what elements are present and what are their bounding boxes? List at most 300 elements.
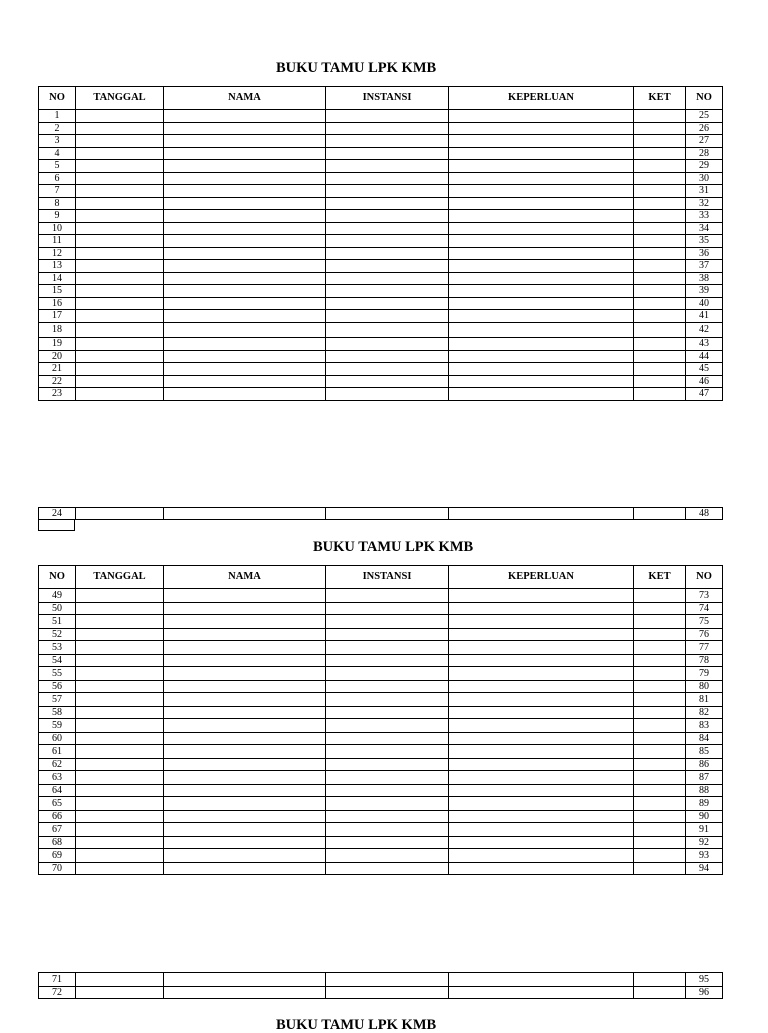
entry-cell[interactable]: [326, 771, 449, 785]
entry-cell[interactable]: [634, 615, 686, 629]
entry-cell[interactable]: [76, 973, 164, 987]
entry-cell[interactable]: [634, 745, 686, 759]
entry-cell[interactable]: [449, 615, 634, 629]
entry-cell[interactable]: [449, 110, 634, 123]
entry-cell[interactable]: [164, 285, 326, 298]
entry-cell[interactable]: [634, 837, 686, 849]
entry-cell[interactable]: [634, 363, 686, 376]
entry-cell[interactable]: [76, 849, 164, 863]
entry-cell[interactable]: [326, 198, 449, 210]
row-number-cell: 46: [686, 376, 723, 388]
entry-cell[interactable]: [76, 298, 164, 310]
entry-cell[interactable]: [164, 641, 326, 655]
row-number-cell: 16: [39, 298, 76, 310]
entry-cell[interactable]: [326, 223, 449, 235]
entry-cell[interactable]: [76, 235, 164, 248]
entry-cell[interactable]: [449, 987, 634, 999]
table-row: [39, 681, 723, 693]
entry-cell[interactable]: [449, 681, 634, 693]
entry-cell[interactable]: [164, 298, 326, 310]
entry-cell[interactable]: [76, 707, 164, 719]
entry-cell[interactable]: [326, 785, 449, 797]
entry-cell[interactable]: [76, 667, 164, 681]
entry-cell[interactable]: [634, 655, 686, 667]
entry-cell[interactable]: [634, 667, 686, 681]
row-number-cell: 12: [39, 248, 76, 260]
entry-cell[interactable]: [634, 863, 686, 875]
row-number-cell: 25: [686, 110, 723, 123]
entry-cell[interactable]: [449, 823, 634, 837]
entry-cell[interactable]: [326, 797, 449, 811]
entry-cell[interactable]: [164, 693, 326, 707]
row-number-cell: 68: [39, 837, 76, 849]
entry-cell[interactable]: [326, 323, 449, 338]
table-row: [39, 388, 723, 401]
entry-cell[interactable]: [164, 110, 326, 123]
table-row: [39, 376, 723, 388]
entry-cell[interactable]: [76, 693, 164, 707]
row-number-cell: 19: [39, 338, 76, 351]
entry-cell[interactable]: [164, 260, 326, 273]
entry-cell[interactable]: [449, 235, 634, 248]
entry-cell[interactable]: [164, 173, 326, 185]
page-title: BUKU TAMU LPK KMB: [276, 60, 437, 76]
entry-cell[interactable]: [164, 837, 326, 849]
entry-cell[interactable]: [76, 615, 164, 629]
entry-cell[interactable]: [76, 797, 164, 811]
row-number-cell: 58: [39, 707, 76, 719]
entry-cell[interactable]: [76, 323, 164, 338]
entry-cell[interactable]: [449, 363, 634, 376]
entry-cell[interactable]: [634, 797, 686, 811]
entry-cell[interactable]: [634, 351, 686, 363]
entry-cell[interactable]: [326, 285, 449, 298]
row-number-cell: 22: [39, 376, 76, 388]
entry-cell[interactable]: [449, 285, 634, 298]
entry-cell[interactable]: [164, 733, 326, 745]
entry-cell[interactable]: [634, 248, 686, 260]
entry-cell[interactable]: [326, 667, 449, 681]
entry-cell[interactable]: [164, 123, 326, 135]
row-number-cell: 20: [39, 351, 76, 363]
entry-cell[interactable]: [634, 987, 686, 999]
entry-cell[interactable]: [326, 388, 449, 401]
entry-cell[interactable]: [634, 508, 686, 520]
entry-cell[interactable]: [449, 707, 634, 719]
entry-cell[interactable]: [326, 273, 449, 285]
entry-cell[interactable]: [449, 148, 634, 160]
entry-cell[interactable]: [76, 273, 164, 285]
entry-cell[interactable]: [164, 223, 326, 235]
entry-cell[interactable]: [326, 837, 449, 849]
entry-cell[interactable]: [76, 863, 164, 875]
entry-cell[interactable]: [634, 719, 686, 733]
entry-cell[interactable]: [326, 681, 449, 693]
entry-cell[interactable]: [76, 629, 164, 641]
entry-cell[interactable]: [326, 260, 449, 273]
row-number-cell: 15: [39, 285, 76, 298]
entry-cell[interactable]: [76, 338, 164, 351]
entry-cell[interactable]: [449, 629, 634, 641]
entry-cell[interactable]: [76, 148, 164, 160]
entry-cell[interactable]: [326, 310, 449, 323]
entry-cell[interactable]: [76, 771, 164, 785]
entry-cell[interactable]: [76, 508, 164, 520]
entry-cell[interactable]: [634, 198, 686, 210]
entry-cell[interactable]: [634, 388, 686, 401]
entry-cell[interactable]: [449, 323, 634, 338]
entry-cell[interactable]: [164, 210, 326, 223]
entry-cell[interactable]: [326, 135, 449, 148]
column-header: NO: [686, 566, 723, 589]
entry-cell[interactable]: [326, 745, 449, 759]
entry-cell[interactable]: [76, 248, 164, 260]
entry-cell[interactable]: [326, 849, 449, 863]
entry-cell[interactable]: [164, 273, 326, 285]
entry-cell[interactable]: [449, 797, 634, 811]
row-number-cell: 3: [39, 135, 76, 148]
row-number-cell: 14: [39, 273, 76, 285]
entry-cell[interactable]: [76, 173, 164, 185]
table-stub: [38, 519, 75, 531]
entry-cell[interactable]: [164, 603, 326, 615]
entry-cell[interactable]: [76, 745, 164, 759]
row-number-cell: 50: [39, 603, 76, 615]
entry-cell[interactable]: [76, 285, 164, 298]
row-number-cell: 9: [39, 210, 76, 223]
entry-cell[interactable]: [449, 185, 634, 198]
entry-cell[interactable]: [634, 785, 686, 797]
entry-cell[interactable]: [449, 719, 634, 733]
entry-cell[interactable]: [449, 655, 634, 667]
entry-cell[interactable]: [326, 759, 449, 771]
entry-cell[interactable]: [326, 863, 449, 875]
entry-cell[interactable]: [164, 797, 326, 811]
row-number-cell: 49: [39, 589, 76, 603]
entry-cell[interactable]: [76, 198, 164, 210]
entry-cell[interactable]: [634, 681, 686, 693]
table-row: [39, 285, 723, 298]
table-row: [39, 693, 723, 707]
entry-cell[interactable]: [164, 973, 326, 987]
entry-cell[interactable]: [164, 863, 326, 875]
entry-cell[interactable]: [326, 248, 449, 260]
entry-cell[interactable]: [164, 388, 326, 401]
entry-cell[interactable]: [449, 160, 634, 173]
table-row: [39, 135, 723, 148]
entry-cell[interactable]: [634, 693, 686, 707]
entry-cell[interactable]: [326, 185, 449, 198]
entry-cell[interactable]: [326, 693, 449, 707]
entry-cell[interactable]: [449, 811, 634, 823]
entry-cell[interactable]: [449, 603, 634, 615]
entry-cell[interactable]: [76, 160, 164, 173]
entry-cell[interactable]: [449, 198, 634, 210]
entry-cell[interactable]: [76, 589, 164, 603]
entry-cell[interactable]: [326, 733, 449, 745]
entry-cell[interactable]: [449, 248, 634, 260]
entry-cell[interactable]: [164, 338, 326, 351]
entry-cell[interactable]: [449, 759, 634, 771]
entry-cell[interactable]: [326, 351, 449, 363]
entry-cell[interactable]: [164, 681, 326, 693]
entry-cell[interactable]: [76, 719, 164, 733]
entry-cell[interactable]: [76, 363, 164, 376]
entry-cell[interactable]: [634, 185, 686, 198]
entry-cell[interactable]: [326, 298, 449, 310]
entry-cell[interactable]: [76, 733, 164, 745]
entry-cell[interactable]: [326, 987, 449, 999]
entry-cell[interactable]: [634, 323, 686, 338]
entry-cell[interactable]: [449, 693, 634, 707]
row-number-cell: 91: [686, 823, 723, 837]
entry-cell[interactable]: [164, 248, 326, 260]
entry-cell[interactable]: [164, 823, 326, 837]
row-number-cell: 73: [686, 589, 723, 603]
entry-cell[interactable]: [634, 759, 686, 771]
entry-cell[interactable]: [634, 338, 686, 351]
entry-cell[interactable]: [449, 667, 634, 681]
entry-cell[interactable]: [634, 641, 686, 655]
column-header: KEPERLUAN: [449, 87, 634, 110]
entry-cell[interactable]: [634, 223, 686, 235]
entry-cell[interactable]: [76, 388, 164, 401]
entry-cell[interactable]: [326, 707, 449, 719]
entry-cell[interactable]: [164, 235, 326, 248]
entry-cell[interactable]: [634, 771, 686, 785]
entry-cell[interactable]: [634, 849, 686, 863]
entry-cell[interactable]: [449, 388, 634, 401]
entry-cell[interactable]: [164, 160, 326, 173]
column-header: KEPERLUAN: [449, 566, 634, 589]
entry-cell[interactable]: [449, 298, 634, 310]
entry-cell[interactable]: [164, 148, 326, 160]
entry-cell[interactable]: [634, 733, 686, 745]
entry-cell[interactable]: [326, 110, 449, 123]
row-number-cell: 39: [686, 285, 723, 298]
entry-cell[interactable]: [634, 589, 686, 603]
table-row: [39, 185, 723, 198]
entry-cell[interactable]: [634, 707, 686, 719]
entry-cell[interactable]: [164, 615, 326, 629]
entry-cell[interactable]: [326, 338, 449, 351]
entry-cell[interactable]: [326, 603, 449, 615]
row-number-cell: 53: [39, 641, 76, 655]
entry-cell[interactable]: [164, 351, 326, 363]
entry-cell[interactable]: [326, 589, 449, 603]
entry-cell[interactable]: [164, 719, 326, 733]
guestbook-table-continued: [38, 972, 723, 999]
row-number-cell: 61: [39, 745, 76, 759]
entry-cell[interactable]: [164, 310, 326, 323]
entry-cell[interactable]: [76, 185, 164, 198]
entry-cell[interactable]: [164, 745, 326, 759]
entry-cell[interactable]: [449, 837, 634, 849]
entry-cell[interactable]: [449, 135, 634, 148]
entry-cell[interactable]: [634, 285, 686, 298]
table-row: [39, 811, 723, 823]
entry-cell[interactable]: [326, 123, 449, 135]
entry-cell[interactable]: [164, 323, 326, 338]
row-number-cell: 28: [686, 148, 723, 160]
entry-cell[interactable]: [76, 681, 164, 693]
entry-cell[interactable]: [76, 603, 164, 615]
row-number-cell: 54: [39, 655, 76, 667]
entry-cell[interactable]: [326, 376, 449, 388]
entry-cell[interactable]: [634, 629, 686, 641]
table-row: [39, 655, 723, 667]
table-row: [39, 198, 723, 210]
entry-cell[interactable]: [449, 771, 634, 785]
entry-cell[interactable]: [164, 987, 326, 999]
entry-cell[interactable]: [634, 973, 686, 987]
row-number-cell: 51: [39, 615, 76, 629]
row-number-cell: 74: [686, 603, 723, 615]
entry-cell[interactable]: [164, 667, 326, 681]
entry-cell[interactable]: [634, 273, 686, 285]
row-number-cell: 21: [39, 363, 76, 376]
entry-cell[interactable]: [449, 338, 634, 351]
entry-cell[interactable]: [164, 198, 326, 210]
entry-cell[interactable]: [164, 589, 326, 603]
entry-cell[interactable]: [326, 615, 449, 629]
entry-cell[interactable]: [634, 173, 686, 185]
entry-cell[interactable]: [76, 135, 164, 148]
row-number-cell: 89: [686, 797, 723, 811]
entry-cell[interactable]: [326, 641, 449, 655]
entry-cell[interactable]: [76, 823, 164, 837]
table-row: [39, 260, 723, 273]
row-number-cell: 2: [39, 123, 76, 135]
entry-cell[interactable]: [634, 235, 686, 248]
entry-cell[interactable]: [76, 811, 164, 823]
column-header: KET: [634, 566, 686, 589]
entry-cell[interactable]: [164, 629, 326, 641]
row-number-cell: 13: [39, 260, 76, 273]
row-number-cell: 94: [686, 863, 723, 875]
row-number-cell: 66: [39, 811, 76, 823]
entry-cell[interactable]: [76, 641, 164, 655]
entry-cell[interactable]: [449, 589, 634, 603]
entry-cell[interactable]: [449, 745, 634, 759]
entry-cell[interactable]: [449, 849, 634, 863]
entry-cell[interactable]: [634, 823, 686, 837]
entry-cell[interactable]: [449, 733, 634, 745]
entry-cell[interactable]: [76, 123, 164, 135]
entry-cell[interactable]: [449, 863, 634, 875]
entry-cell[interactable]: [164, 655, 326, 667]
entry-cell[interactable]: [634, 298, 686, 310]
entry-cell[interactable]: [76, 110, 164, 123]
entry-cell[interactable]: [326, 210, 449, 223]
entry-cell[interactable]: [449, 351, 634, 363]
entry-cell[interactable]: [449, 273, 634, 285]
entry-cell[interactable]: [449, 376, 634, 388]
entry-cell[interactable]: [634, 160, 686, 173]
entry-cell[interactable]: [326, 235, 449, 248]
entry-cell[interactable]: [76, 376, 164, 388]
table-header-row: [39, 566, 723, 589]
entry-cell[interactable]: [449, 223, 634, 235]
entry-cell[interactable]: [634, 310, 686, 323]
row-number-cell: 72: [39, 987, 76, 999]
entry-cell[interactable]: [326, 655, 449, 667]
entry-cell[interactable]: [634, 376, 686, 388]
entry-cell[interactable]: [164, 785, 326, 797]
entry-cell[interactable]: [76, 260, 164, 273]
entry-cell[interactable]: [634, 603, 686, 615]
entry-cell[interactable]: [326, 719, 449, 733]
entry-cell[interactable]: [449, 210, 634, 223]
entry-cell[interactable]: [164, 185, 326, 198]
column-header: NAMA: [164, 566, 326, 589]
entry-cell[interactable]: [76, 837, 164, 849]
entry-cell[interactable]: [76, 351, 164, 363]
entry-cell[interactable]: [164, 771, 326, 785]
table-row: [39, 363, 723, 376]
entry-cell[interactable]: [634, 148, 686, 160]
entry-cell[interactable]: [164, 707, 326, 719]
entry-cell[interactable]: [164, 363, 326, 376]
entry-cell[interactable]: [634, 110, 686, 123]
entry-cell[interactable]: [76, 210, 164, 223]
entry-cell[interactable]: [449, 508, 634, 520]
entry-cell[interactable]: [76, 310, 164, 323]
entry-cell[interactable]: [326, 160, 449, 173]
entry-cell[interactable]: [164, 376, 326, 388]
table-row: [39, 323, 723, 338]
entry-cell[interactable]: [449, 641, 634, 655]
entry-cell[interactable]: [449, 123, 634, 135]
entry-cell[interactable]: [76, 987, 164, 999]
entry-cell[interactable]: [634, 123, 686, 135]
entry-cell[interactable]: [326, 629, 449, 641]
column-header: TANGGAL: [76, 566, 164, 589]
entry-cell[interactable]: [634, 135, 686, 148]
table-row: [39, 110, 723, 123]
entry-cell[interactable]: [449, 260, 634, 273]
entry-cell[interactable]: [634, 210, 686, 223]
entry-cell[interactable]: [76, 655, 164, 667]
entry-cell[interactable]: [449, 173, 634, 185]
entry-cell[interactable]: [326, 823, 449, 837]
entry-cell[interactable]: [326, 973, 449, 987]
row-number-cell: 40: [686, 298, 723, 310]
entry-cell[interactable]: [76, 785, 164, 797]
entry-cell[interactable]: [326, 173, 449, 185]
table-row: [39, 719, 723, 733]
entry-cell[interactable]: [164, 849, 326, 863]
entry-cell[interactable]: [449, 973, 634, 987]
entry-cell[interactable]: [634, 811, 686, 823]
entry-cell[interactable]: [326, 508, 449, 520]
entry-cell[interactable]: [449, 310, 634, 323]
entry-cell[interactable]: [326, 148, 449, 160]
row-number-cell: 82: [686, 707, 723, 719]
entry-cell[interactable]: [449, 785, 634, 797]
row-number-cell: 27: [686, 135, 723, 148]
entry-cell[interactable]: [634, 260, 686, 273]
row-number-cell: 52: [39, 629, 76, 641]
entry-cell[interactable]: [326, 363, 449, 376]
entry-cell[interactable]: [164, 508, 326, 520]
entry-cell[interactable]: [164, 135, 326, 148]
entry-cell[interactable]: [326, 811, 449, 823]
entry-cell[interactable]: [76, 223, 164, 235]
entry-cell[interactable]: [76, 759, 164, 771]
entry-cell[interactable]: [164, 811, 326, 823]
entry-cell[interactable]: [164, 759, 326, 771]
